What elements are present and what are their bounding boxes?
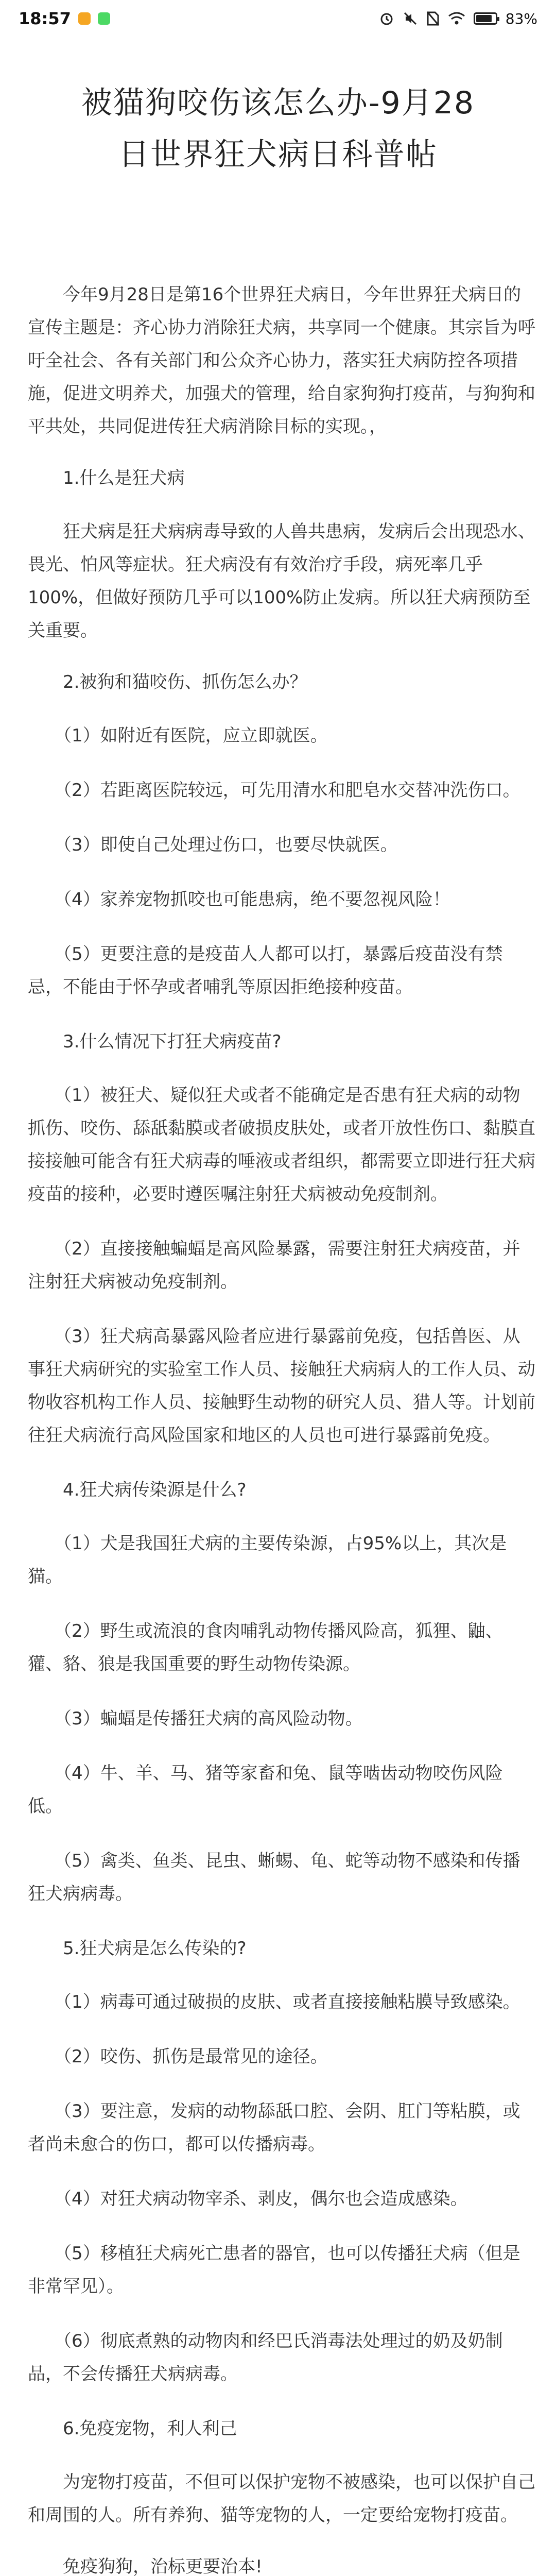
page-title xyxy=(0,77,556,180)
list-item: （3）即使自己处理过伤口，也要尽快就医。 xyxy=(28,835,398,855)
list-item: （1）病毒可通过破损的皮肤、或者直接接触粘膜导致感染。 xyxy=(28,1992,520,2012)
wifi-icon xyxy=(448,11,465,26)
paragraph: 狂犬病是狂犬病病毒导致的人兽共患病，发病后会出现恐水、畏光、怕风等症状。狂犬病没有有效治疗手段，病死率几乎100%，但做好预防几乎可以100%防止发病。所以狂犬病预防至关重要。 xyxy=(28,521,535,641)
section-heading: 5.狂犬病是怎么传染的? xyxy=(28,1938,247,1959)
list-item: （2）直接接触蝙蝠是高风险暴露，需要注射狂犬病疫苗，并注射狂犬病被动免疫制剂。 xyxy=(28,1239,520,1292)
page-title-line: 日世界狂犬病日科普帖 xyxy=(118,137,438,173)
list-item: （4）家养宠物抓咬也可能患病，绝不要忽视风险！ xyxy=(28,889,450,910)
page-title-line: 被猫狗咬伤该怎么办-9月28 xyxy=(81,85,475,121)
list-item: （1）如附近有医院，应立即就医。 xyxy=(28,725,328,746)
section-heading: 1.什么是狂犬病 xyxy=(28,468,185,488)
section-heading: 3.什么情况下打狂犬病疫苗? xyxy=(28,1031,282,1052)
mute-icon xyxy=(403,11,418,26)
list-item: （5）禽类、鱼类、昆虫、蜥蜴、龟、蛇等动物不感染和传播狂犬病病毒。 xyxy=(28,1851,520,1904)
list-item: （3）要注意，发病的动物舔舐口腔、会阴、肛门等粘膜，或者尚未愈合的伤口，都可以传播病毒。 xyxy=(28,2101,520,2155)
list-item: （1）被狂犬、疑似狂犬或者不能确定是否患有狂犬病的动物抓伤、咬伤、舔舐黏膜或者破损皮肤处，或者开放性伤口、黏膜直接接触可能含有狂犬病毒的唾液或者组织，都需要立即进行狂犬病疫苗的接种，必要时遵医嘱注射狂犬病被动免疫制剂。 xyxy=(28,1085,535,1205)
list-item: （2）若距离医院较远，可先用清水和肥皂水交替冲洗伤口。 xyxy=(28,780,520,801)
list-item: （3）蝙蝠是传播狂犬病的高风险动物。 xyxy=(28,1708,363,1729)
section-heading: 2.被狗和猫咬伤、抓伤怎么办？ xyxy=(28,672,307,692)
article-body xyxy=(28,278,537,2576)
battery-icon xyxy=(474,11,497,26)
alarm-icon xyxy=(379,11,394,26)
list-item: （2）咬伤、抓伤是最常见的途径。 xyxy=(28,2046,328,2067)
paragraph: 免疫狗狗，治标更要治本! xyxy=(28,2556,263,2576)
section-heading: 6.免疫宠物，利人利己 xyxy=(28,2418,237,2439)
list-item: （2）野生或流浪的食肉哺乳动物传播风险高，狐狸、鼬、獾、貉、狼是我国重要的野生动物传染源。 xyxy=(28,1621,503,1674)
app-notification-icon xyxy=(78,12,91,25)
status-bar-right xyxy=(379,10,537,27)
app-notification-icon xyxy=(98,12,110,25)
list-item: （3）狂犬病高暴露风险者应进行暴露前免疫，包括兽医、从事狂犬病研究的实验室工作人员、接触狂犬病病人的工作人员、动物收容机构工作人员、接触野生动物的研究人员、猎人等。计划前往狂犬病流行高风险国家和地区的人员也可进行暴露前免疫。 xyxy=(28,1326,535,1446)
list-item: （4）牛、羊、马、猪等家畜和兔、鼠等啮齿动物咬伤风险低。 xyxy=(28,1763,503,1817)
list-item: （5）移植狂犬病死亡患者的器官，也可以传播狂犬病（但是非常罕见）。 xyxy=(28,2243,520,2297)
list-item: （6）彻底煮熟的动物肉和经巴氏消毒法处理过的奶及奶制品，不会传播狂犬病病毒。 xyxy=(28,2331,503,2384)
no-sim-icon xyxy=(426,11,440,26)
list-item: （4）对狂犬病动物宰杀、剥皮，偶尔也会造成感染。 xyxy=(28,2189,468,2209)
list-item: （5）更要注意的是疫苗人人都可以打，暴露后疫苗没有禁忌，不能由于怀孕或者哺乳等原因拒绝接种疫苗。 xyxy=(28,944,503,997)
battery-percent: 83% xyxy=(505,10,537,27)
section-heading: 4.狂犬病传染源是什么? xyxy=(28,1480,247,1500)
status-bar-left xyxy=(19,9,110,28)
status-bar xyxy=(0,0,556,37)
list-item: （1）犬是我国狂犬病的主要传染源，占95%以上，其次是猫。 xyxy=(28,1533,507,1587)
paragraph: 今年9月28日是第16个世界狂犬病日，今年世界狂犬病日的宣传主题是：齐心协力消除狂犬病，共享同一个健康。其宗旨为呼吁全社会、各有关部门和公众齐心协力，落实狂犬病防控各项措施，促进文明养犬，加强犬的管理，给自家狗狗打疫苗，与狗狗和平共处，共同促进传狂犬病消除目标的实现。， xyxy=(28,284,535,437)
paragraph: 为宠物打疫苗，不但可以保护宠物不被感染，也可以保护自己和周围的人。所有养狗、猫等宠物的人，一定要给宠物打疫苗。 xyxy=(28,2472,535,2526)
status-time: 18:57 xyxy=(19,9,71,28)
